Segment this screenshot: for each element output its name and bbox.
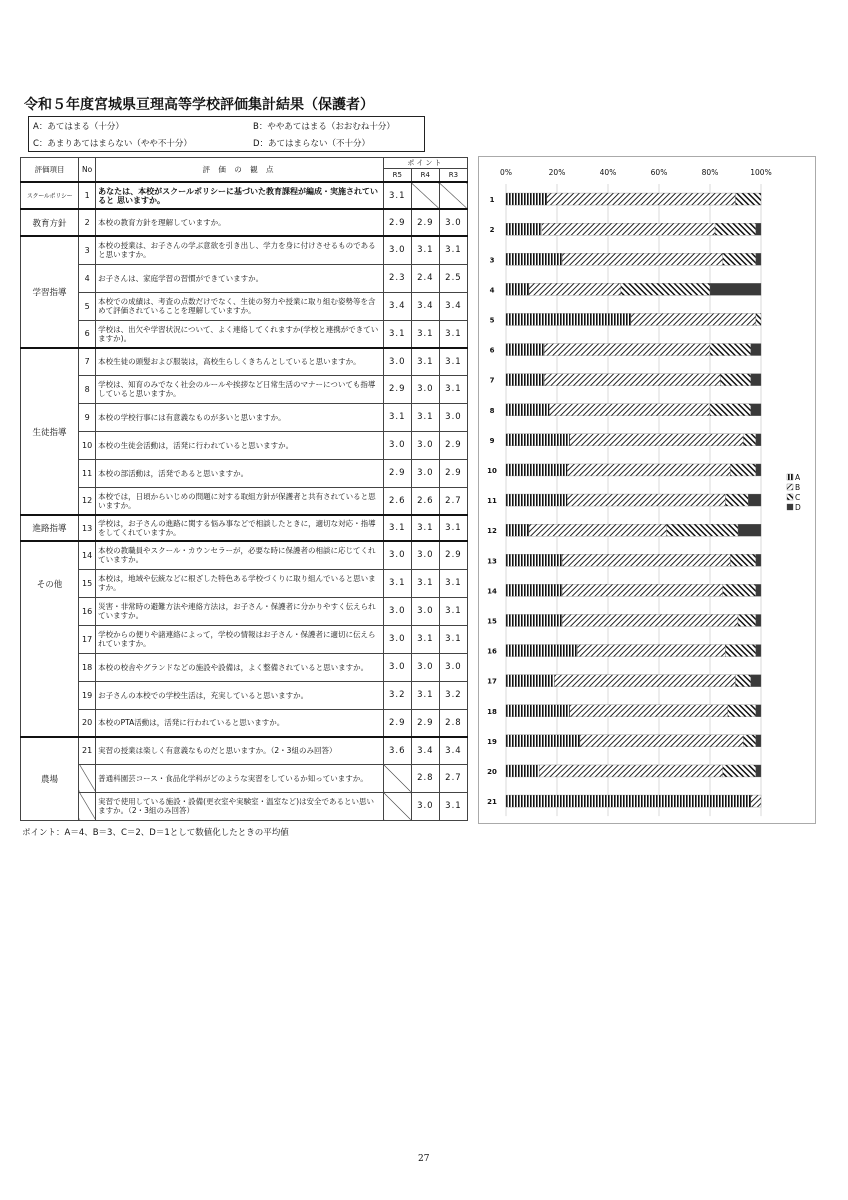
bar-segment-c	[736, 675, 751, 687]
row-r5: 2.3	[383, 264, 411, 292]
row-r4: 3.1	[411, 236, 439, 264]
header-category: 評価項目	[21, 158, 79, 183]
row-question: 災害・非常時の避難方法や連絡方法は，お子さん・保護者に分かりやすく伝えられていますか。	[96, 597, 384, 625]
y-tick-label: 10	[487, 466, 497, 475]
row-r4: 3.0	[411, 375, 439, 403]
page-number: 27	[418, 1154, 430, 1164]
bar-segment-c	[723, 584, 756, 596]
row-r5: 3.2	[383, 681, 411, 709]
row-question: 本校のPTA活動は，活発に行われていると思いますか。	[96, 709, 384, 737]
bar-segment-b	[751, 795, 761, 807]
bar-segment-c	[715, 223, 756, 235]
row-r3: 3.1	[439, 792, 467, 820]
row-r3: 3.1	[439, 515, 467, 541]
table-row	[21, 625, 468, 653]
bar-segment-b	[562, 253, 723, 265]
row-question: 本校の学校行事には有意義なものが多いと思いますか。	[96, 403, 384, 431]
bar-segment-c	[730, 464, 756, 476]
table-row	[21, 515, 468, 541]
bar-segment-d	[756, 645, 761, 657]
table-row	[21, 264, 468, 292]
row-r5-empty	[383, 792, 411, 820]
row-no: 20	[79, 709, 96, 737]
bar-segment-a	[506, 223, 542, 235]
bar-segment-a	[506, 464, 567, 476]
row-r3: 3.1	[439, 569, 467, 597]
bar-segment-c	[710, 404, 751, 416]
row-question: 本校の教育方針を理解していますか。	[96, 209, 384, 236]
x-tick-label: 100%	[750, 168, 772, 177]
row-no: 14	[79, 541, 96, 569]
row-no: 5	[79, 292, 96, 320]
row-r3: 3.0	[439, 403, 467, 431]
row-r3: 3.1	[439, 236, 467, 264]
bar-segment-b	[549, 404, 710, 416]
x-tick-label: 0%	[500, 168, 512, 177]
bar-segment-b	[554, 675, 735, 687]
y-tick-label: 1	[489, 196, 495, 205]
bar-segment-c	[736, 193, 762, 205]
row-r5: 2.9	[383, 375, 411, 403]
row-r3: 2.8	[439, 709, 467, 737]
bar-segment-a	[506, 434, 570, 446]
bar-segment-b	[529, 283, 621, 295]
row-r4: 2.8	[411, 764, 439, 792]
legend-label: D	[795, 503, 801, 512]
row-r3: 3.1	[439, 320, 467, 348]
table-row	[21, 292, 468, 320]
x-tick-label: 60%	[650, 168, 668, 177]
header-r4: R4	[411, 169, 439, 183]
bar-segment-b	[539, 765, 723, 777]
bar-segment-d	[710, 283, 761, 295]
bar-segment-c	[738, 614, 756, 626]
row-r4-empty	[411, 182, 439, 209]
row-question: 本校の授業は、お子さんの学ぶ意欲を引き出し、学力を身に付けさせるものであると思いますか。	[96, 236, 384, 264]
bar-segment-d	[756, 253, 761, 265]
y-tick-label: 6	[489, 346, 495, 355]
bar-segment-d	[756, 584, 761, 596]
row-r4: 2.9	[411, 709, 439, 737]
row-r5: 2.9	[383, 209, 411, 236]
row-no: 18	[79, 653, 96, 681]
row-r3: 3.1	[439, 625, 467, 653]
category-cell: 生徒指導	[21, 348, 79, 515]
bar-segment-a	[506, 735, 580, 747]
legend-swatch	[787, 504, 793, 510]
row-r5: 3.6	[383, 737, 411, 764]
table-row	[21, 459, 468, 487]
bar-segment-a	[506, 705, 570, 717]
row-question: 本校の校舎やグランドなどの施設や設備は，よく整備されていると思いますか。	[96, 653, 384, 681]
row-r5: 3.1	[383, 320, 411, 348]
bar-segment-a	[506, 584, 562, 596]
row-no: 4	[79, 264, 96, 292]
row-question: お子さんの本校での学校生活は，充実していると思いますか。	[96, 681, 384, 709]
bar-segment-d	[756, 464, 761, 476]
category-cell: 学習指導	[21, 236, 79, 348]
row-r3: 3.1	[439, 597, 467, 625]
row-r4: 3.1	[411, 625, 439, 653]
row-r4: 2.4	[411, 264, 439, 292]
row-r4: 3.0	[411, 653, 439, 681]
x-tick-label: 80%	[701, 168, 719, 177]
row-r5: 2.9	[383, 459, 411, 487]
footnote: ポイント：A＝4、B＝3、C＝2、D＝1として数値化したときの平均値	[22, 828, 289, 838]
y-tick-label: 20	[487, 767, 497, 776]
header-viewpoint: 評 価 の 観 点	[96, 158, 384, 183]
row-r5: 3.1	[383, 403, 411, 431]
table-row	[21, 403, 468, 431]
y-tick-label: 17	[487, 677, 497, 686]
row-r4: 3.0	[411, 597, 439, 625]
bar-segment-a	[506, 524, 529, 536]
scale-a: A：あてはまる（十分）	[33, 122, 124, 132]
evaluation-table	[20, 157, 468, 821]
row-r5: 2.9	[383, 709, 411, 737]
row-r3: 2.9	[439, 431, 467, 459]
table-row	[21, 487, 468, 515]
row-question: 普通科園芸コース・食品化学科がどのような実習をしているか知っていますか。	[96, 764, 384, 792]
y-tick-label: 13	[487, 557, 497, 566]
row-r4: 3.0	[411, 431, 439, 459]
table-row	[21, 737, 468, 764]
row-r5: 3.0	[383, 541, 411, 569]
bar-segment-d	[756, 735, 761, 747]
row-r4: 3.1	[411, 569, 439, 597]
bar-segment-b	[547, 193, 736, 205]
table-row	[21, 569, 468, 597]
row-question: 学校は，お子さんの進路に関する悩み事などで相談したときに，適切な対応・指導をしてくれていますか。	[96, 515, 384, 541]
row-question: 学校からの便りや諸連絡によって，学校の情報はお子さん・保護者に適切に伝えられていますか。	[96, 625, 384, 653]
bar-segment-b	[562, 584, 723, 596]
bar-segment-a	[506, 344, 544, 356]
row-r5: 3.0	[383, 431, 411, 459]
table-row	[21, 597, 468, 625]
row-r5-empty	[383, 764, 411, 792]
row-r3: 3.1	[439, 348, 467, 375]
bar-segment-c	[756, 313, 761, 325]
bar-segment-b	[580, 735, 743, 747]
scale-b: B：ややあてはまる（おおむね十分）	[253, 122, 395, 132]
x-tick-label: 40%	[599, 168, 617, 177]
table-row	[21, 681, 468, 709]
row-r5: 3.0	[383, 236, 411, 264]
x-tick-label: 20%	[548, 168, 566, 177]
row-question: 実習で使用している施設・設備(更衣室や実験室・温室など)は安全であるとい思いますか。（2・3組のみ回答）	[96, 792, 384, 820]
y-tick-label: 11	[487, 497, 497, 506]
bar-segment-c	[725, 494, 748, 506]
bar-segment-a	[506, 645, 577, 657]
row-r3: 3.4	[439, 292, 467, 320]
row-r5: 3.1	[383, 182, 411, 209]
bar-segment-c	[723, 253, 756, 265]
chart-svg	[479, 157, 815, 823]
row-question: 本校では，日頃からいじめの問題に対する取組方針が保護者と共有されていると思いますか。	[96, 487, 384, 515]
row-r3: 3.0	[439, 209, 467, 236]
y-tick-label: 5	[489, 316, 495, 325]
bar-segment-d	[751, 404, 761, 416]
y-tick-label: 12	[487, 527, 497, 536]
row-r4: 3.1	[411, 515, 439, 541]
row-r4: 2.6	[411, 487, 439, 515]
y-tick-label: 15	[487, 617, 497, 626]
row-r5: 2.6	[383, 487, 411, 515]
bar-segment-a	[506, 795, 751, 807]
bar-segment-a	[506, 253, 562, 265]
bar-segment-b	[562, 614, 738, 626]
category-cell: スクールポリシー	[21, 182, 79, 209]
bar-segment-c	[710, 344, 751, 356]
row-r5: 3.0	[383, 625, 411, 653]
row-no: 7	[79, 348, 96, 375]
bar-segment-d	[738, 524, 761, 536]
bar-segment-d	[751, 675, 761, 687]
y-tick-label: 8	[489, 406, 495, 415]
scale-legend	[28, 116, 425, 152]
row-r5: 3.4	[383, 292, 411, 320]
table-row	[21, 431, 468, 459]
table-row	[21, 764, 468, 792]
bar-segment-c	[667, 524, 738, 536]
row-r3: 2.7	[439, 764, 467, 792]
legend-swatch	[787, 494, 793, 500]
scale-c: C：あまりあてはまらない（やや不十分）	[33, 139, 192, 149]
bar-segment-b	[529, 524, 667, 536]
row-r4: 3.1	[411, 348, 439, 375]
row-r4: 3.1	[411, 681, 439, 709]
bar-segment-d	[751, 374, 761, 386]
row-r4: 3.4	[411, 737, 439, 764]
scale-d: D：あてはまらない（不十分）	[253, 139, 371, 149]
row-no: 16	[79, 597, 96, 625]
bar-segment-c	[728, 705, 756, 717]
row-no-empty	[79, 792, 96, 820]
row-r3: 2.5	[439, 264, 467, 292]
row-r4: 3.1	[411, 320, 439, 348]
bar-segment-d	[756, 705, 761, 717]
row-no: 1	[79, 182, 96, 209]
row-r5: 3.0	[383, 348, 411, 375]
row-question: お子さんは、家庭学習の習慣ができていますか。	[96, 264, 384, 292]
row-no: 11	[79, 459, 96, 487]
bar-segment-b	[567, 464, 730, 476]
category-cell: 教育方針	[21, 209, 79, 236]
row-question: 本校での成績は、考査の点数だけでなく、生徒の努力や授業に取り組む姿勢等を含めて評価されていることを理解していますか。	[96, 292, 384, 320]
row-no: 21	[79, 737, 96, 764]
row-r3: 3.2	[439, 681, 467, 709]
bar-segment-d	[756, 223, 761, 235]
row-no: 19	[79, 681, 96, 709]
y-tick-label: 7	[489, 376, 495, 385]
header-no: No	[79, 158, 96, 183]
bar-segment-a	[506, 675, 554, 687]
stacked-bar-chart	[478, 156, 816, 824]
bar-segment-b	[562, 554, 730, 566]
bar-segment-a	[506, 193, 547, 205]
y-tick-label: 3	[489, 256, 495, 265]
bar-segment-a	[506, 614, 562, 626]
table-header-row	[21, 158, 468, 169]
bar-segment-d	[748, 494, 761, 506]
bar-segment-a	[506, 765, 539, 777]
table-row	[21, 375, 468, 403]
row-question: 学校は、知育のみでなく社会のルールや挨拶など日常生活のマナーについても指導していると思いますか。	[96, 375, 384, 403]
table-row	[21, 182, 468, 209]
category-cell: その他	[21, 541, 79, 737]
row-r4: 3.1	[411, 403, 439, 431]
row-question: 本校は，地域や伝統などに根ざした特色ある学校づくりに取り組んでいると思いますか。	[96, 569, 384, 597]
bar-segment-c	[743, 735, 756, 747]
y-tick-label: 21	[487, 798, 497, 807]
table-row	[21, 209, 468, 236]
row-no: 15	[79, 569, 96, 597]
row-no: 17	[79, 625, 96, 653]
header-r5: R5	[383, 169, 411, 183]
bar-segment-b	[542, 223, 715, 235]
row-no: 8	[79, 375, 96, 403]
page-title: 令和５年度宮城県亘理高等学校評価集計結果（保護者）	[24, 97, 374, 113]
bar-segment-b	[567, 494, 725, 506]
table-row	[21, 541, 468, 569]
bar-segment-a	[506, 283, 529, 295]
bar-segment-b	[544, 374, 720, 386]
row-question: 本校の教職員やスクール・カウンセラーが，必要な時に保護者の相談に応じてくれていますか。	[96, 541, 384, 569]
bar-segment-d	[756, 765, 761, 777]
header-points: ポイント	[383, 158, 467, 169]
bar-segment-b	[577, 645, 725, 657]
row-no: 9	[79, 403, 96, 431]
y-tick-label: 4	[489, 286, 495, 295]
bar-segment-c	[743, 434, 756, 446]
bar-segment-a	[506, 554, 562, 566]
row-question: 本校の部活動は，活発であると思いますか。	[96, 459, 384, 487]
y-tick-label: 2	[489, 226, 495, 235]
bar-segment-c	[723, 765, 756, 777]
row-r4: 2.9	[411, 209, 439, 236]
row-r3-empty	[439, 182, 467, 209]
y-tick-label: 14	[487, 587, 497, 596]
row-r3: 2.9	[439, 459, 467, 487]
legend-label: C	[795, 493, 801, 502]
bar-segment-d	[751, 344, 761, 356]
table-row	[21, 320, 468, 348]
bar-segment-a	[506, 404, 549, 416]
row-question: 実習の授業は楽しく有意義なものだと思いますか。（2・3組のみ回答）	[96, 737, 384, 764]
bar-segment-d	[756, 614, 761, 626]
bar-segment-a	[506, 494, 567, 506]
row-r5: 3.0	[383, 653, 411, 681]
row-r4: 3.0	[411, 459, 439, 487]
row-no: 3	[79, 236, 96, 264]
row-r5: 3.1	[383, 515, 411, 541]
row-r3: 3.0	[439, 653, 467, 681]
y-tick-label: 9	[489, 436, 495, 445]
table-row	[21, 236, 468, 264]
bar-segment-c	[720, 374, 751, 386]
row-question: 学校は、出欠や学習状況について、よく連絡してくれますか(学校と連携ができていますか)。	[96, 320, 384, 348]
y-tick-label: 16	[487, 647, 497, 656]
bar-segment-b	[544, 344, 710, 356]
row-no: 10	[79, 431, 96, 459]
row-no: 12	[79, 487, 96, 515]
row-r3: 3.1	[439, 375, 467, 403]
row-r5: 3.1	[383, 569, 411, 597]
bar-segment-c	[725, 645, 756, 657]
row-r4: 3.0	[411, 541, 439, 569]
row-question: 本校の生徒会活動は，活発に行われていると思いますか。	[96, 431, 384, 459]
category-cell: 農場	[21, 737, 79, 820]
legend-swatch	[787, 484, 793, 490]
row-no: 2	[79, 209, 96, 236]
bar-segment-d	[756, 554, 761, 566]
legend-label: A	[795, 473, 801, 482]
row-no: 6	[79, 320, 96, 348]
row-no-empty	[79, 764, 96, 792]
table-row	[21, 792, 468, 820]
bar-segment-c	[621, 283, 710, 295]
bar-segment-d	[756, 434, 761, 446]
category-cell: 進路指導	[21, 515, 79, 541]
bar-segment-b	[631, 313, 756, 325]
bar-segment-b	[570, 705, 728, 717]
row-r5: 3.0	[383, 597, 411, 625]
row-r3: 3.4	[439, 737, 467, 764]
table-row	[21, 348, 468, 375]
row-r3: 2.9	[439, 541, 467, 569]
legend-swatch	[787, 474, 793, 480]
table-row	[21, 709, 468, 737]
bar-segment-a	[506, 313, 631, 325]
legend-label: B	[795, 483, 801, 492]
y-tick-label: 19	[487, 737, 497, 746]
bar-segment-b	[570, 434, 743, 446]
bar-segment-a	[506, 374, 544, 386]
row-r4: 3.0	[411, 792, 439, 820]
row-question: 本校生徒の頭髪および服装は，高校生らしくきちんとしていると思いますか。	[96, 348, 384, 375]
y-tick-label: 18	[487, 707, 497, 716]
table-row	[21, 653, 468, 681]
header-r3: R3	[439, 169, 467, 183]
row-r3: 2.7	[439, 487, 467, 515]
row-no: 13	[79, 515, 96, 541]
row-question: あなたは、本校がスクールポリシーに基づいた教育課程が編成・実施されていると 思いますか。	[96, 182, 384, 209]
row-r4: 3.4	[411, 292, 439, 320]
bar-segment-c	[730, 554, 756, 566]
